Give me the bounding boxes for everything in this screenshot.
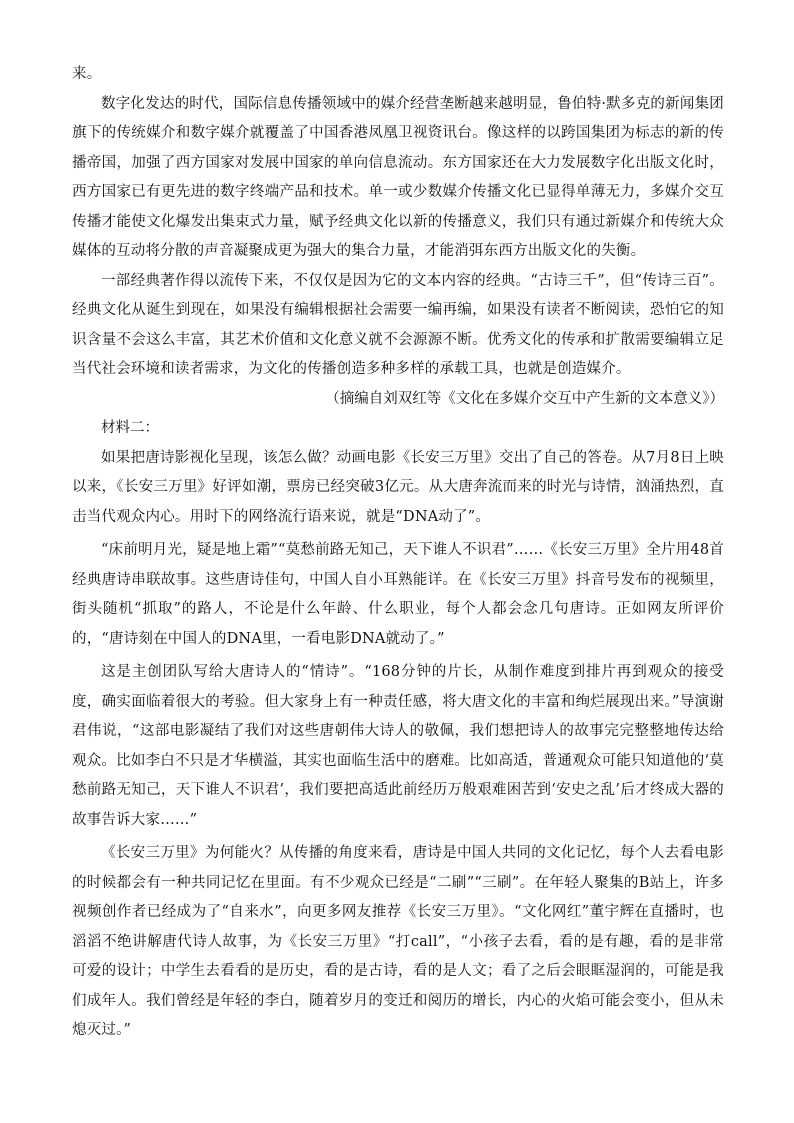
paragraph-poems: “床前明月光，疑是地上霜”“莫愁前路无知己，天下谁人不识君”……《长安三万里》全片用48首经典唐诗串联故事。这些唐诗佳句，中国人自小耳熟能详。在《长安三万里》抖音号发布的视频里，街头随机“抓取”的路人，不论是什么年龄、什么职业，每个人都会念几句唐诗。正如网友所评价的，“唐诗刻在中国人的DNA里，一看电影DNA就动了。” (72, 542, 724, 647)
paragraph-popularity: 《长安三万里》为何能火？从传播的角度来看，唐诗是中国人共同的文化记忆，每个人去看电影的时候都会有一种共同记忆在里面。有不少观众已经是“二刷”“三刷”。在年轻人聚集的B站上，许多视频创作者已经成为了“自来水”，向更多网友推荐《长安三万里》。“文化网红”董宇辉在直播时，也滔滔不绝讲解唐代诗人故事，为《长安三万里》“打call”，“小孩子去看，看的是有趣，看的是非常可爱的设计；中学生去看看的是历史，看的是古诗，看的是人文；看了之后会眼眶湿润的，可能是我们成年人。我们曾经是年轻的李白，随着岁月的变迁和阅历的增长，内心的火焰可能会变小，但从未熄灭过。” (72, 845, 724, 1038)
paragraph-digital-era: 数字化发达的时代，国际信息传播领域中的媒介经营垄断越来越明显，鲁伯特·默多克的新闻集团旗下的传统媒介和数字媒介就覆盖了中国香港凤凰卫视资讯台。像这样的以跨国集团为标志的新的传播帝国，加强了西方国家对发展中国家的单向信息流动。东方国家还在大力发展数字化出版文化时，西方国家已有更先进的数字终端产品和技术。单一或少数媒介传播文化已显得单薄无力，多媒介交互传播才能使文化爆发出集束式力量，赋予经典文化以新的传播意义，我们只有通过新媒介和传统大众媒体的互动将分散的声音凝聚成更为强大的集合力量，才能消弭东西方出版文化的失衡。 (72, 95, 724, 259)
material-two-label: 材料二： (101, 420, 159, 436)
paragraph-continuation: 来。 (72, 66, 102, 82)
paragraph-creators: 这是主创团队写给大唐诗人的“情诗”。“168分钟的片长，从制作难度到排片再到观众的接受度，确实面临着很大的考验。但大家身上有一种责任感，将大唐文化的丰富和绚烂展现出来。”导演谢君伟说，“这部电影凝结了我们对这些唐朝伟大诗人的敬佩，我们想把诗人的故事完完整整地传达给观众。比如李白不只是才华横溢，其实也面临生活中的磨难。比如高适，普通观众可能只知道他的‘莫愁前路无知己，天下谁人不识君’，我们要把高适此前经历万般艰难困苦到‘安史之乱’后才终成大器的故事告诉大家……” (72, 664, 724, 828)
source-citation: （摘编自刘双红等《文化在多媒介交互中产生新的文本意义》） (325, 390, 724, 407)
paragraph-film-intro: 如果把唐诗影视化呈现，该怎么做？动画电影《长安三万里》交出了自己的答卷。从7月8日上映以来，《长安三万里》好评如潮，票房已经突破3亿元。从大唐奔流而来的时光与诗情，汹涌热烈，直击当代观众内心。用时下的网络流行语来说，就是“DNA动了”。 (72, 449, 724, 525)
paragraph-classic-works: 一部经典著作得以流传下来，不仅仅是因为它的文本内容的经典。“古诗三千”，但“传诗三百”。经典文化从诞生到现在，如果没有编辑根据社会需要一编再编，如果没有读者不断阅读，恐怕它的知识含量不会这么丰富，其艺术价值和文化意义就不会源源不断。优秀文化的传承和扩散需要编辑立足当代社会环境和读者需求，为文化的传播创造多种多样的承载工具，也就是创造媒介。 (72, 272, 724, 377)
